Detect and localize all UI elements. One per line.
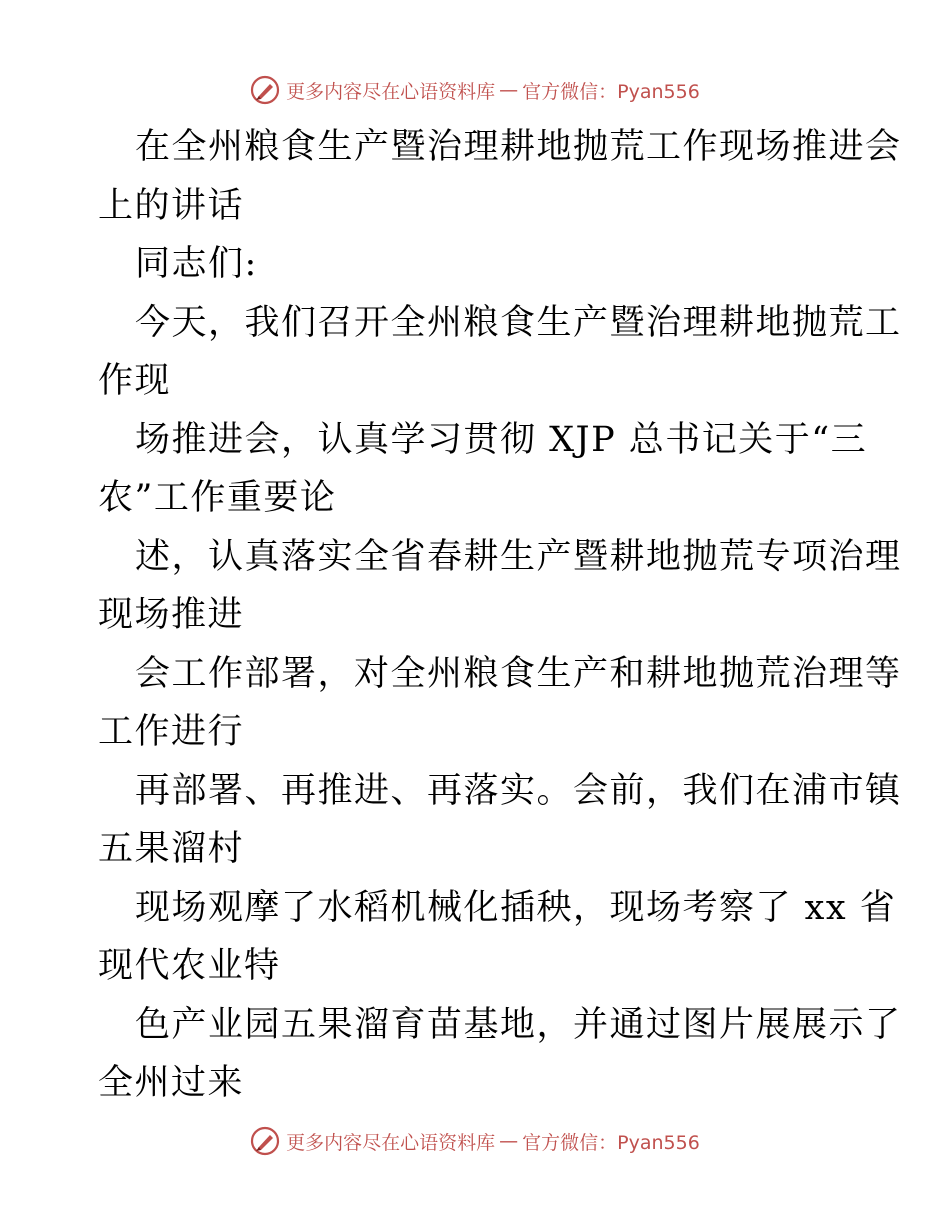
paragraph-line: 现代农业特 bbox=[98, 946, 281, 986]
watermark-site-text: 更多内容尽在心语资料库 bbox=[286, 1131, 496, 1154]
paragraph-line: 色产业园五果溜育苗基地，并通过图片展展示了 bbox=[135, 1004, 902, 1045]
header-watermark bbox=[0, 72, 950, 108]
paragraph-line: 工作进行 bbox=[98, 712, 245, 752]
watermark-separator: — bbox=[499, 79, 519, 101]
pen-seal-icon bbox=[250, 75, 280, 105]
watermark-wechat-text: 官方微信：Pyan556 bbox=[522, 1131, 700, 1154]
paragraph-line: 上的讲话 bbox=[98, 185, 245, 226]
paragraph-line: 述，认真落实全省春耕生产暨耕地抛荒专项治理 bbox=[135, 536, 902, 577]
paragraph-line: 场推进会，认真学习贯彻 XJP 总书记关于“三 bbox=[135, 419, 868, 460]
paragraph-line: 再部署、再推进、再落实。会前，我们在浦市镇 bbox=[135, 770, 902, 811]
pen-seal-icon bbox=[250, 1126, 280, 1156]
paragraph-line: 作现 bbox=[98, 361, 172, 401]
paragraph-line: 现场观摩了水稻机械化插秧，现场考察了 xx 省 bbox=[135, 887, 897, 928]
paragraph-line: 今天，我们召开全州粮食生产暨治理耕地抛荒工 bbox=[135, 302, 902, 343]
paragraph-line: 同志们: bbox=[135, 244, 258, 284]
watermark-separator: — bbox=[499, 1130, 519, 1152]
document-body bbox=[98, 118, 902, 1113]
paragraph-line: 会工作部署，对全州粮食生产和耕地抛荒治理等 bbox=[135, 653, 902, 694]
paragraph-line: 五果溜村 bbox=[98, 829, 245, 869]
paragraph-line: 现场推进 bbox=[98, 595, 245, 635]
watermark-wechat-text: 官方微信：Pyan556 bbox=[522, 80, 700, 103]
footer-watermark bbox=[0, 1123, 950, 1159]
paragraph-line: 农”工作重要论 bbox=[98, 478, 337, 518]
paragraph-line: 全州过来 bbox=[98, 1063, 245, 1103]
document-title-line: 在全州粮食生产暨治理耕地抛荒工作现场推进会 bbox=[135, 127, 902, 167]
watermark-site-text: 更多内容尽在心语资料库 bbox=[286, 80, 496, 103]
